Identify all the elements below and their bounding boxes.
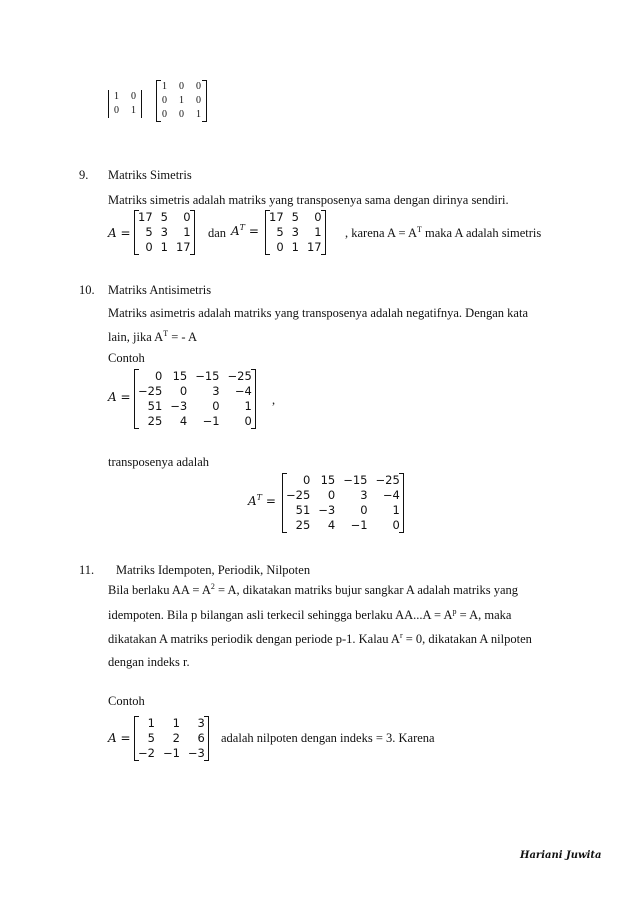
cell: 3 [197,716,205,730]
cell: 25 [295,518,311,532]
cell: 0 [212,399,220,413]
cell: −4 [382,488,400,502]
matrix-a-label: A = [108,731,131,745]
cell: 4 [327,518,336,532]
cell: 1 [147,716,155,730]
cell: 1 [183,225,191,239]
cell: −3 [187,746,205,760]
section-10-title: Matriks Antisimetris [108,283,212,297]
section-11-line-4: dengan indeks r. [108,655,190,669]
conclusion-pre: , karena A = A [345,226,417,240]
section-10-description-1: Matriks asimetris adalah matriks yang transposenya adalah negatifnya. Dengan kata [108,306,528,320]
cell: 51 [295,503,311,517]
matrix-body [265,210,326,255]
equals-sign: = [265,494,276,508]
line-sup: r [399,630,403,640]
identity-matrix-2x2 [108,90,142,118]
cell: 1 [172,716,180,730]
line-pre: idempoten. Bila p bilangan asli terkecil sehingga berlaku AA...A = A [108,608,453,622]
comma: , [272,393,276,407]
line-pre: Bila berlaku AA = A [108,583,211,597]
cell: 0 [302,473,311,487]
cell: −1 [162,746,180,760]
cell: 5 [276,225,284,239]
cell: 1 [196,109,201,120]
section-11-line-2 [108,608,511,623]
cell: 5 [147,731,155,745]
cell: 5 [291,210,299,224]
cell: −1 [350,518,368,532]
line-post: = A, maka [456,608,512,622]
cell: 6 [197,731,205,745]
section-11-title: Matriks Idempoten, Periodik, Nilpoten [116,563,311,577]
conclusion-post: maka A adalah simetris [421,226,542,240]
line-sup: p [452,606,457,616]
antisymmetric-matrix-at [282,473,404,533]
nilpotent-conclusion: adalah nilpoten dengan indeks = 3. Karena [221,731,435,745]
transpose-text: transposenya adalah [108,455,210,469]
cell: 15 [320,473,336,487]
matrix-body [156,80,207,122]
cell: 1 [131,105,136,116]
section-11-number: 11. [79,563,95,577]
matrix-a-label: A = [108,390,131,404]
cell: 1 [314,225,322,239]
matrix-at-label [248,494,276,508]
cell: 1 [291,240,299,254]
label-base: A [248,494,257,508]
cell: 17 [306,240,322,254]
line-post: = A, dikatakan matriks bujur sangkar A adalah matriks yang [214,583,519,597]
cell: 3 [291,225,299,239]
cell: 1 [160,240,168,254]
cell: 25 [147,414,163,428]
cell: 0 [179,81,184,92]
cell: −25 [375,473,400,487]
cell: −2 [138,746,155,760]
cell: 0 [131,91,136,102]
cell: 3 [160,225,168,239]
cell: −1 [202,414,220,428]
matrix-a-label: A = [108,226,131,240]
cell: 3 [360,488,368,502]
cell: 0 [196,95,201,106]
cell: 4 [179,414,188,428]
cell: 0 [276,240,284,254]
section-10-description-2 [108,330,197,345]
cell: 0 [145,240,153,254]
section-9-description: Matriks simetris adalah matriks yang transposenya sama dengan dirinya sendiri. [108,193,509,207]
cell: 5 [145,225,153,239]
cell: −3 [170,399,188,413]
equals-sign: = [248,224,259,238]
desc-sup: T [163,328,169,338]
nilpotent-matrix-a [134,716,209,761]
cell: 1 [162,81,167,92]
cell: 0 [314,210,322,224]
antisymmetric-matrix-a [134,369,256,429]
cell: 0 [154,369,163,383]
cell: 1 [392,503,400,517]
matrix-body [134,369,256,429]
cell: 1 [114,91,119,102]
identity-matrix-3x3 [156,80,207,122]
section-9-number: 9. [79,168,89,182]
section-9-title: Matriks Simetris [108,168,192,182]
section-11-line-3 [108,632,532,647]
cell: 17 [269,210,284,224]
cell: 0 [360,503,368,517]
cell: −25 [227,369,252,383]
cell: −4 [234,384,252,398]
cell: 17 [138,210,153,224]
cell: 17 [175,240,191,254]
section-10-number: 10. [79,283,95,297]
cell: 0 [183,210,191,224]
matrix-body [282,473,404,533]
matrix-at-label [231,224,259,238]
label-sup: T [256,493,263,502]
cell: 0 [196,81,201,92]
cell: 3 [212,384,220,398]
cell: 0 [162,95,167,106]
cell: 1 [179,95,184,106]
desc-post: = - A [168,330,198,344]
section-11-contoh: Contoh [108,694,145,708]
cell: 0 [244,414,252,428]
cell: 0 [162,109,167,120]
section-11-line-1 [108,583,518,598]
cell: 0 [179,384,188,398]
cell: −25 [286,488,311,502]
cell: −3 [318,503,336,517]
matrix-body [108,90,142,118]
line-pre: dikatakan A matriks periodik dengan periode p-1. Kalau A [108,632,400,646]
cell: 0 [179,109,184,120]
author-signature: Hariani Juwita [520,850,602,861]
label-sup: T [239,223,246,232]
cell: 5 [160,210,168,224]
symmetric-matrix-at [265,210,326,255]
conclusion-sup: T [416,224,422,234]
cell: 2 [172,731,180,745]
desc-pre: lain, jika A [108,330,164,344]
cell: −15 [195,369,220,383]
cell: 0 [327,488,336,502]
line-post: = 0, dikatakan A nilpoten [402,632,532,646]
matrix-body [134,716,209,761]
line-sup: 2 [210,581,215,591]
matrix-body [134,210,195,255]
cell: 15 [172,369,188,383]
symmetric-conclusion [345,226,541,241]
cell: 1 [244,399,252,413]
cell: −15 [343,473,368,487]
cell: 0 [392,518,400,532]
cell: −25 [138,384,163,398]
cell: 0 [114,105,119,116]
cell: 51 [147,399,163,413]
section-10-contoh: Contoh [108,351,145,365]
label-base: A [231,224,240,238]
symmetric-matrix-a [134,210,195,255]
dan-text: dan [208,226,227,240]
